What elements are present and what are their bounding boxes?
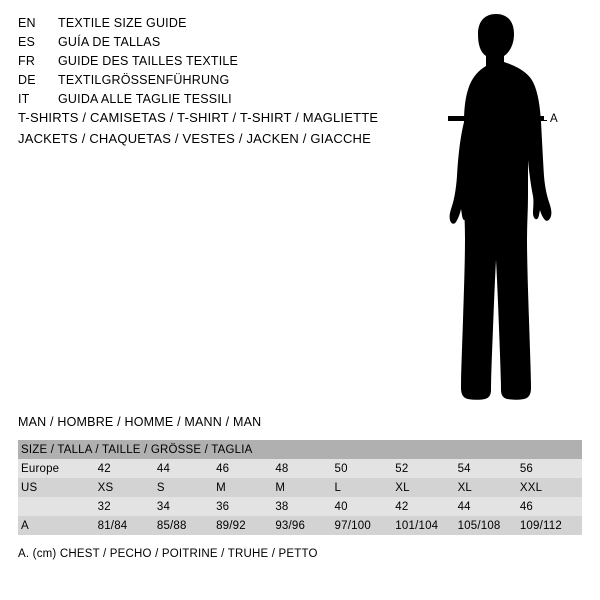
cell: 42 (97, 462, 111, 475)
table-row (18, 516, 582, 535)
language-row (18, 73, 418, 92)
cell: 93/96 (275, 519, 306, 532)
table-header-row (18, 440, 582, 459)
table-footnote: A. (cm) CHEST / PECHO / POITRINE / TRUHE / PETTO (18, 548, 318, 560)
language-title: GUÍA DE TALLAS (58, 35, 161, 49)
language-title: GUIDE DES TAILLES TEXTILE (58, 54, 239, 68)
cell: 48 (275, 462, 289, 475)
male-figure-illustration (400, 10, 600, 410)
row-label: A (21, 519, 29, 532)
cell: XXL (519, 481, 543, 494)
cell: L (334, 481, 342, 494)
category-line-tshirts: T-SHIRTS / CAMISETAS / T-SHIRT / T-SHIRT / MAGLIETTE (18, 110, 379, 125)
category-list (18, 110, 438, 152)
cell: 46 (216, 462, 230, 475)
language-title: TEXTILE SIZE GUIDE (58, 16, 187, 30)
language-title: TEXTILGRÖSSENFÜHRUNG (58, 73, 230, 87)
language-code: FR (18, 54, 36, 68)
size-table (18, 440, 582, 535)
language-code: DE (18, 73, 36, 87)
language-code: IT (18, 92, 30, 106)
row-label: Europe (21, 462, 60, 475)
cell: 97/100 (334, 519, 371, 532)
cell: XS (97, 481, 114, 494)
cell: 42 (395, 500, 409, 513)
measure-label-a: A (550, 113, 559, 125)
language-code: ES (18, 35, 36, 49)
cell: 34 (156, 500, 171, 513)
language-list (18, 16, 418, 111)
cell: 36 (216, 500, 230, 513)
cell: 56 (519, 462, 534, 475)
table-row (18, 497, 582, 516)
cell: 50 (334, 462, 348, 475)
cell: 105/108 (457, 519, 501, 532)
male-silhouette-icon (400, 10, 600, 410)
language-title: GUIDA ALLE TAGLIE TESSILI (58, 92, 232, 106)
table-header-label: SIZE / TALLA / TAILLE / GRÖSSE / TAGLIA (21, 443, 253, 456)
measure-leader-line (533, 120, 547, 121)
language-row (18, 54, 418, 73)
cell: M (275, 481, 286, 494)
cell: 54 (457, 462, 471, 475)
cell: 52 (395, 462, 409, 475)
cell: 81/84 (97, 519, 128, 532)
cell: 38 (275, 500, 289, 513)
table-section-title: MAN / HOMBRE / HOMME / MANN / MAN (18, 415, 262, 429)
language-row (18, 35, 418, 54)
language-row (18, 92, 418, 111)
cell: 89/92 (216, 519, 246, 532)
cell: 32 (97, 500, 111, 513)
cell: M (216, 481, 226, 494)
cell: 40 (334, 500, 348, 513)
cell: XL (395, 481, 410, 494)
language-code: EN (18, 16, 36, 30)
row-label: US (21, 481, 38, 494)
cell: 109/112 (519, 519, 562, 532)
row-label (18, 497, 98, 516)
category-line-jackets: JACKETS / CHAQUETAS / VESTES / JACKEN / GIACCHE (18, 131, 372, 146)
cell: 44 (457, 500, 471, 513)
table-row (18, 478, 582, 497)
cell: 101/104 (395, 519, 439, 532)
cell: S (156, 481, 165, 494)
cell: 44 (156, 462, 171, 475)
table-row (18, 459, 582, 478)
cell: 85/88 (156, 519, 187, 532)
cell: XL (457, 481, 473, 494)
cell: 46 (519, 500, 534, 513)
language-row (18, 16, 418, 35)
